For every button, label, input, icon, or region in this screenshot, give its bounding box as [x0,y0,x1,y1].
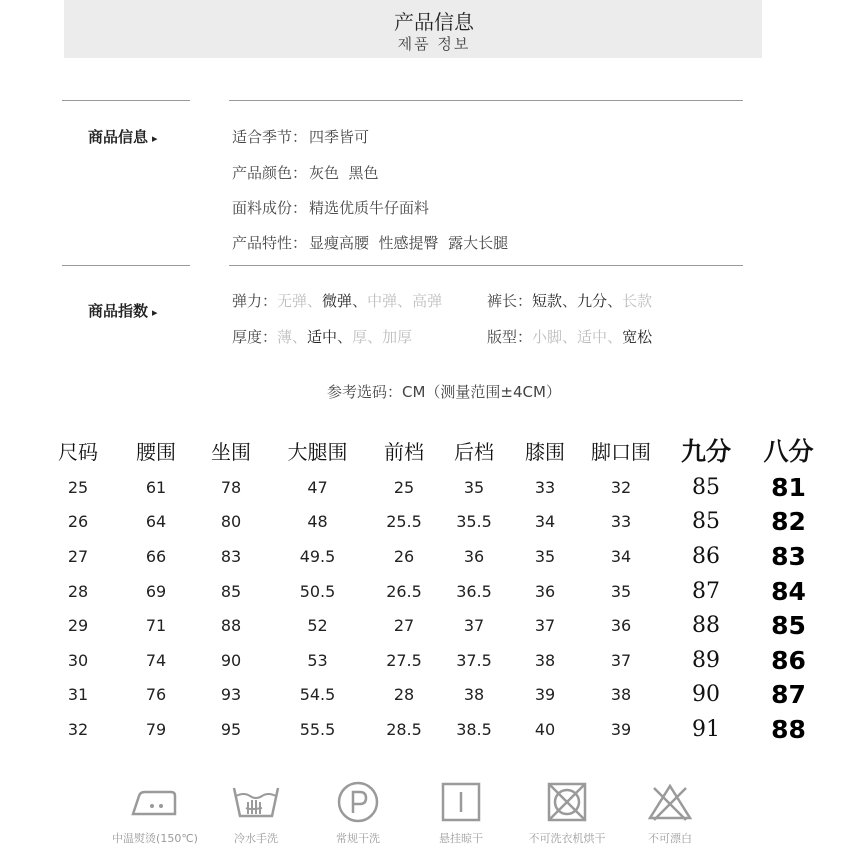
index-options [277,328,412,346]
table-cell: 87 [692,578,720,604]
table-cell: 32 [610,477,632,497]
table-row [40,470,826,505]
care-label: 常规干洗 [336,832,380,845]
table-cell: 31 [67,685,89,705]
index-separator: 、 [292,328,308,346]
product-info-label [88,126,158,147]
table-cell: 26 [393,546,415,566]
table-row [40,712,826,747]
table-cell: 27.5 [386,650,422,670]
product-index-label-text: 商品指数 [88,302,149,320]
size-reference-note: 参考选码：CM（测量范围±4CM） [327,383,561,401]
column-header: 后档 [454,439,494,464]
size-table-header [40,430,826,470]
table-cell: 49.5 [299,546,336,566]
divider-left-top [62,100,190,101]
info-value: 四季皆可 [309,128,370,146]
index-option: 小脚 [532,328,563,346]
table-cell: 33 [534,477,556,497]
index-option: 九分 [577,292,608,310]
table-cell: 81 [771,472,806,502]
table-cell: 28.5 [386,719,422,739]
info-value: 精选优质牛仔面料 [309,199,430,217]
column-header: 大腿围 [287,439,348,464]
table-cell: 33 [610,512,632,532]
column-header: 尺码 [58,439,98,464]
index-option: 宽松 [622,328,653,346]
info-key: 面料成份： [232,199,308,217]
table-cell: 85 [771,611,806,641]
table-cell: 50.5 [299,581,336,601]
table-cell: 37.5 [456,650,492,670]
table-cell: 39 [610,719,632,739]
index-separator: 、 [352,292,368,310]
table-cell: 95 [220,719,242,739]
index-option: 适中 [307,328,338,346]
table-cell: 83 [220,546,242,566]
hang-dry-icon [431,780,491,824]
no-tumble-dry-icon [537,780,597,824]
index-key: 版型： [487,328,533,346]
table-cell: 32 [67,719,89,739]
column-header: 脚口围 [591,439,651,464]
table-cell: 85 [220,581,242,601]
column-header: 前档 [384,439,424,464]
table-cell: 30 [67,650,89,670]
index-options [532,328,652,346]
column-header: 坐围 [211,439,251,464]
care-item-no-bleach [620,780,720,846]
table-cell: 34 [534,512,556,532]
product-info-label-text: 商品信息 [88,128,149,146]
column-header: 腰围 [136,439,176,464]
table-cell: 36 [610,616,632,636]
table-cell: 37 [463,616,485,636]
table-cell: 76 [145,685,167,705]
table-cell: 86 [692,543,720,569]
table-cell: 64 [145,512,167,532]
info-row-fabric [232,197,429,218]
index-options [532,292,652,310]
table-cell: 38.5 [456,719,492,739]
table-cell: 66 [145,546,167,566]
table-cell: 52 [307,616,328,636]
table-cell: 90 [220,650,242,670]
index-option: 短款 [532,292,563,310]
table-cell: 79 [145,719,167,739]
table-row [40,505,826,540]
care-item-iron [105,780,205,846]
info-key: 适合季节： [232,128,308,146]
table-cell: 26 [67,512,89,532]
care-item-no-tumble [517,780,617,846]
index-fit [487,326,652,347]
index-length [487,290,652,311]
table-cell: 78 [220,477,242,497]
table-cell: 25 [67,477,89,497]
info-key: 产品特性： [232,234,308,252]
index-separator: 、 [607,292,623,310]
info-row-feature [232,232,508,253]
table-cell: 54.5 [299,685,336,705]
page-subtitle: 제품 정보 [397,35,471,53]
index-separator: 、 [307,292,323,310]
index-key: 弹力： [232,292,278,310]
column-header: 膝围 [525,439,565,464]
index-option: 厚 [352,328,368,346]
table-cell: 38 [534,650,556,670]
table-cell: 28 [67,581,89,601]
index-option: 无弹 [277,292,308,310]
table-cell: 35 [534,546,556,566]
table-cell: 87 [771,680,806,710]
product-index-label [88,300,158,321]
table-cell: 27 [67,546,89,566]
table-cell: 36 [463,546,485,566]
divider-right-top [229,100,743,101]
table-cell: 93 [220,685,242,705]
table-cell: 25.5 [386,512,422,532]
table-row [40,608,826,643]
table-cell: 39 [534,685,556,705]
table-cell: 37 [610,650,632,670]
table-cell: 34 [610,546,632,566]
index-separator: 、 [367,328,383,346]
index-option: 长款 [622,292,653,310]
index-separator: 、 [337,328,353,346]
index-option: 微弹 [322,292,353,310]
index-separator: 、 [562,328,578,346]
care-item-hang-dry [411,780,511,846]
table-row [40,574,826,609]
table-cell: 36 [534,581,556,601]
table-cell: 36.5 [456,581,492,601]
table-cell: 37 [534,616,556,636]
iron-icon [125,780,185,824]
hand-wash-icon [226,780,286,824]
care-label: 不可漂白 [648,832,692,845]
table-cell: 83 [771,541,806,571]
size-table [40,430,826,747]
table-row [40,539,826,574]
table-cell: 26.5 [386,581,422,601]
column-header: 八分 [763,437,814,466]
table-cell: 82 [771,507,806,537]
table-cell: 74 [145,650,167,670]
index-option: 适中 [577,328,608,346]
index-option: 薄 [277,328,293,346]
table-cell: 80 [220,512,242,532]
care-label: 悬挂晾干 [439,832,483,845]
table-cell: 91 [692,716,720,742]
table-cell: 35 [610,581,632,601]
care-label: 不可洗衣机烘干 [528,832,606,845]
table-row [40,643,826,678]
table-cell: 88 [692,613,720,639]
table-row [40,678,826,713]
divider-left-mid [62,265,190,266]
table-cell: 55.5 [299,719,336,739]
table-cell: 85 [692,474,720,500]
table-cell: 69 [145,581,167,601]
index-key: 裤长： [487,292,533,310]
index-separator: 、 [562,292,578,310]
care-item-hand-wash [206,780,306,846]
info-row-color [232,162,379,183]
index-key: 厚度： [232,328,278,346]
column-header: 九分 [680,437,731,466]
dry-clean-p-icon [328,780,388,824]
table-cell: 29 [67,616,89,636]
table-cell: 40 [534,719,556,739]
info-key: 产品颜色： [232,164,308,182]
index-option: 高弹 [412,292,443,310]
table-cell: 27 [393,616,415,636]
table-cell: 53 [307,650,328,670]
table-cell: 48 [307,512,328,532]
table-cell: 28 [393,685,415,705]
table-cell: 90 [692,682,720,708]
table-cell: 35.5 [456,512,492,532]
table-cell: 35 [463,477,485,497]
table-cell: 61 [145,477,167,497]
care-item-dry-clean [308,780,408,846]
care-label: 冷水手洗 [234,832,278,845]
table-cell: 84 [771,576,806,606]
table-cell: 85 [692,509,720,535]
page-title: 产品信息 [394,10,474,34]
table-cell: 38 [463,685,485,705]
table-cell: 86 [771,645,806,675]
table-cell: 25 [393,477,415,497]
no-bleach-icon [640,780,700,824]
table-cell: 47 [307,477,328,497]
arrow-right-icon: ▸ [152,306,158,319]
table-cell: 38 [610,685,632,705]
index-separator: 、 [607,328,623,346]
index-option: 中弹 [367,292,398,310]
index-options [277,292,442,310]
care-label: 中温熨烫(150℃) [112,832,198,845]
divider-right-mid [229,265,743,266]
size-table-body [40,470,826,747]
index-separator: 、 [397,292,413,310]
table-cell: 88 [220,616,242,636]
info-row-season [232,126,369,147]
arrow-right-icon: ▸ [152,132,158,145]
info-value: 灰色 黑色 [309,164,379,182]
table-cell: 88 [771,714,806,744]
table-cell: 89 [692,647,720,673]
index-option: 加厚 [382,328,413,346]
info-value: 显瘦高腰 性感提臀 露大长腿 [309,234,509,252]
index-thickness [232,326,412,347]
index-elasticity [232,290,442,311]
table-cell: 71 [145,616,167,636]
